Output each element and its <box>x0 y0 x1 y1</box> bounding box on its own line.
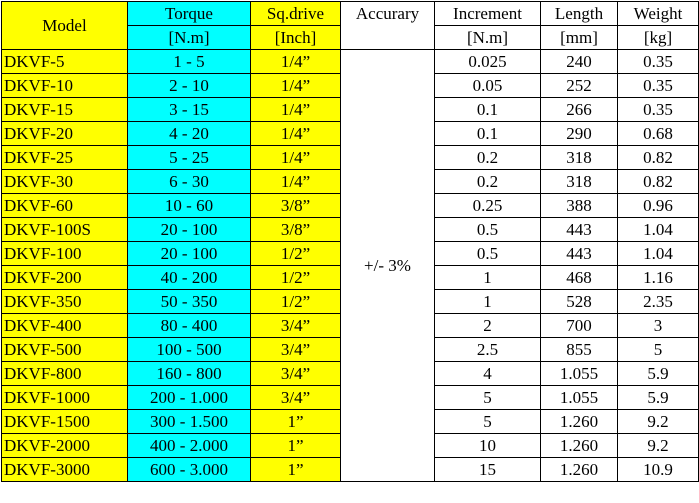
sqdrive-cell: 1” <box>251 410 341 434</box>
sqdrive-cell: 1/2” <box>251 266 341 290</box>
increment-cell: 0.05 <box>435 74 541 98</box>
spec-table <box>1 1 699 482</box>
weight-cell: 1.04 <box>618 242 699 266</box>
torque-cell: 100 - 500 <box>128 338 251 362</box>
table-row <box>2 50 699 74</box>
torque-cell: 160 - 800 <box>128 362 251 386</box>
length-cell: 443 <box>541 218 618 242</box>
weight-cell: 1.04 <box>618 218 699 242</box>
torque-cell: 1 - 5 <box>128 50 251 74</box>
header-torque-unit: [N.m] <box>128 26 251 50</box>
increment-cell: 5 <box>435 386 541 410</box>
model-cell: DKVF-200 <box>2 266 128 290</box>
torque-cell: 20 - 100 <box>128 242 251 266</box>
weight-cell: 0.96 <box>618 194 699 218</box>
increment-cell: 0.2 <box>435 170 541 194</box>
torque-cell: 3 - 15 <box>128 98 251 122</box>
model-cell: DKVF-30 <box>2 170 128 194</box>
torque-cell: 400 - 2.000 <box>128 434 251 458</box>
torque-cell: 2 - 10 <box>128 74 251 98</box>
model-cell: DKVF-10 <box>2 74 128 98</box>
model-cell: DKVF-5 <box>2 50 128 74</box>
weight-cell: 0.35 <box>618 98 699 122</box>
length-cell: 266 <box>541 98 618 122</box>
weight-cell: 9.2 <box>618 434 699 458</box>
model-cell: DKVF-1500 <box>2 410 128 434</box>
length-cell: 468 <box>541 266 618 290</box>
model-cell: DKVF-15 <box>2 98 128 122</box>
weight-cell: 5.9 <box>618 362 699 386</box>
header-sqdrive: Sq.drive <box>251 2 341 26</box>
length-cell: 1.260 <box>541 434 618 458</box>
header-length-unit: [mm] <box>541 26 618 50</box>
sqdrive-cell: 1/4” <box>251 170 341 194</box>
accuracy-value: +/- 3% <box>341 50 435 482</box>
weight-cell: 0.82 <box>618 146 699 170</box>
model-cell: DKVF-3000 <box>2 458 128 482</box>
sqdrive-cell: 3/4” <box>251 362 341 386</box>
sqdrive-cell: 1/4” <box>251 146 341 170</box>
length-cell: 318 <box>541 146 618 170</box>
torque-cell: 200 - 1.000 <box>128 386 251 410</box>
model-cell: DKVF-1000 <box>2 386 128 410</box>
increment-cell: 1 <box>435 290 541 314</box>
torque-cell: 600 - 3.000 <box>128 458 251 482</box>
header-sqdrive-unit: [Inch] <box>251 26 341 50</box>
sqdrive-cell: 1/4” <box>251 50 341 74</box>
increment-cell: 0.025 <box>435 50 541 74</box>
model-cell: DKVF-60 <box>2 194 128 218</box>
model-cell: DKVF-400 <box>2 314 128 338</box>
torque-cell: 5 - 25 <box>128 146 251 170</box>
length-cell: 1.055 <box>541 386 618 410</box>
sqdrive-cell: 1” <box>251 434 341 458</box>
increment-cell: 4 <box>435 362 541 386</box>
length-cell: 700 <box>541 314 618 338</box>
increment-cell: 10 <box>435 434 541 458</box>
weight-cell: 0.82 <box>618 170 699 194</box>
length-cell: 1.260 <box>541 458 618 482</box>
model-cell: DKVF-100 <box>2 242 128 266</box>
torque-cell: 80 - 400 <box>128 314 251 338</box>
header-torque: Torque <box>128 2 251 26</box>
increment-cell: 2 <box>435 314 541 338</box>
torque-cell: 40 - 200 <box>128 266 251 290</box>
header-increment-unit: [N.m] <box>435 26 541 50</box>
sqdrive-cell: 3/4” <box>251 386 341 410</box>
model-cell: DKVF-500 <box>2 338 128 362</box>
torque-cell: 6 - 30 <box>128 170 251 194</box>
weight-cell: 0.68 <box>618 122 699 146</box>
sqdrive-cell: 3/8” <box>251 194 341 218</box>
sqdrive-cell: 1/4” <box>251 98 341 122</box>
header-row-1 <box>2 2 699 26</box>
increment-cell: 1 <box>435 266 541 290</box>
increment-cell: 0.2 <box>435 146 541 170</box>
sqdrive-cell: 1/2” <box>251 290 341 314</box>
header-weight: Weight <box>618 2 699 26</box>
torque-cell: 300 - 1.500 <box>128 410 251 434</box>
header-length: Length <box>541 2 618 26</box>
length-cell: 240 <box>541 50 618 74</box>
sqdrive-cell: 1/4” <box>251 74 341 98</box>
weight-cell: 0.35 <box>618 50 699 74</box>
model-cell: DKVF-350 <box>2 290 128 314</box>
header-accuracy: Accurary <box>341 2 435 50</box>
model-cell: DKVF-20 <box>2 122 128 146</box>
header-increment: Increment <box>435 2 541 26</box>
torque-cell: 50 - 350 <box>128 290 251 314</box>
increment-cell: 0.1 <box>435 122 541 146</box>
weight-cell: 9.2 <box>618 410 699 434</box>
model-cell: DKVF-25 <box>2 146 128 170</box>
header-model: Model <box>2 2 128 50</box>
length-cell: 252 <box>541 74 618 98</box>
sqdrive-cell: 3/4” <box>251 338 341 362</box>
length-cell: 318 <box>541 170 618 194</box>
sqdrive-cell: 3/8” <box>251 218 341 242</box>
increment-cell: 0.25 <box>435 194 541 218</box>
sqdrive-cell: 1” <box>251 458 341 482</box>
weight-cell: 1.16 <box>618 266 699 290</box>
weight-cell: 3 <box>618 314 699 338</box>
model-cell: DKVF-100S <box>2 218 128 242</box>
torque-cell: 20 - 100 <box>128 218 251 242</box>
sqdrive-cell: 1/2” <box>251 242 341 266</box>
weight-cell: 2.35 <box>618 290 699 314</box>
spec-table-body <box>2 50 699 482</box>
weight-cell: 5.9 <box>618 386 699 410</box>
model-cell: DKVF-800 <box>2 362 128 386</box>
weight-cell: 10.9 <box>618 458 699 482</box>
increment-cell: 15 <box>435 458 541 482</box>
length-cell: 290 <box>541 122 618 146</box>
increment-cell: 0.5 <box>435 218 541 242</box>
weight-cell: 0.35 <box>618 74 699 98</box>
model-cell: DKVF-2000 <box>2 434 128 458</box>
header-weight-unit: [kg] <box>618 26 699 50</box>
length-cell: 1.260 <box>541 410 618 434</box>
increment-cell: 0.1 <box>435 98 541 122</box>
increment-cell: 2.5 <box>435 338 541 362</box>
weight-cell: 5 <box>618 338 699 362</box>
length-cell: 855 <box>541 338 618 362</box>
length-cell: 528 <box>541 290 618 314</box>
increment-cell: 0.5 <box>435 242 541 266</box>
sqdrive-cell: 3/4” <box>251 314 341 338</box>
increment-cell: 5 <box>435 410 541 434</box>
length-cell: 1.055 <box>541 362 618 386</box>
length-cell: 388 <box>541 194 618 218</box>
torque-cell: 10 - 60 <box>128 194 251 218</box>
length-cell: 443 <box>541 242 618 266</box>
sqdrive-cell: 1/4” <box>251 122 341 146</box>
torque-cell: 4 - 20 <box>128 122 251 146</box>
